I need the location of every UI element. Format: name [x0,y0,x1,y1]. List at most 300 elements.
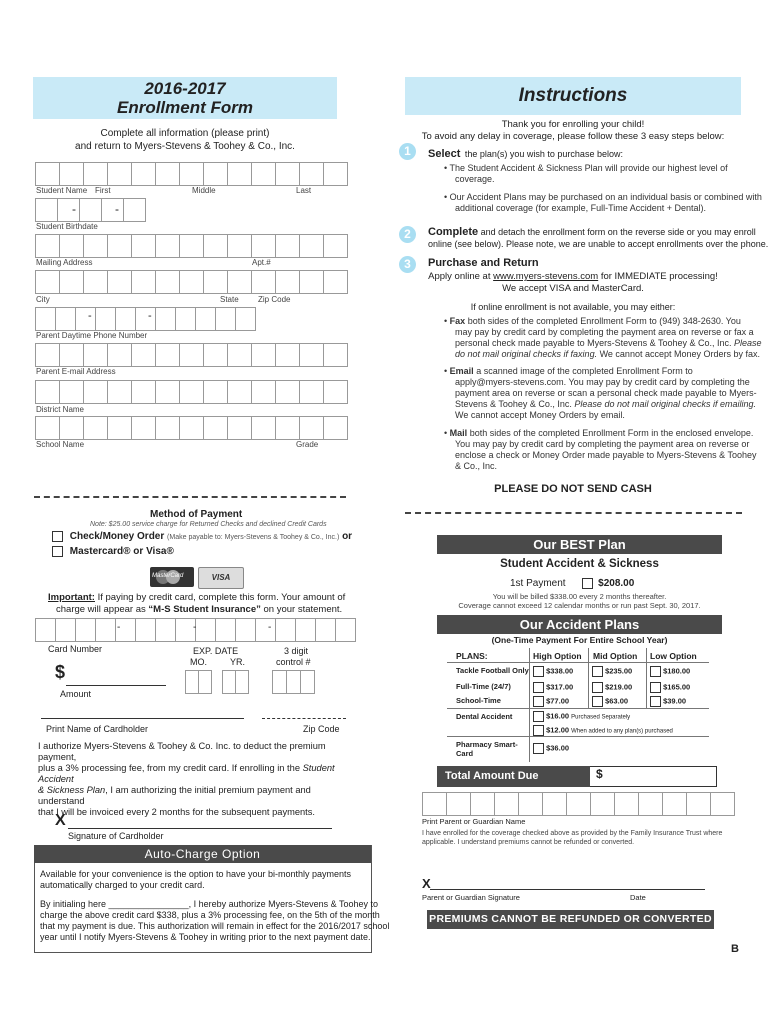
input-box[interactable] [299,416,324,440]
input-box[interactable] [75,307,96,331]
input-box[interactable] [35,343,60,367]
input-box[interactable] [155,416,180,440]
input-box[interactable] [275,343,300,367]
school-label: School Name [36,440,85,449]
visa-logo [198,567,244,589]
input-box[interactable] [155,343,180,367]
input-box[interactable] [662,792,687,816]
input-box[interactable] [275,380,300,404]
input-box[interactable] [227,270,252,294]
dental-option-2[interactable] [533,725,673,736]
exp-year-boxes[interactable] [222,670,248,694]
input-box[interactable] [255,618,276,642]
input-box[interactable] [323,234,348,258]
input-box[interactable] [299,234,324,258]
plan-option-low[interactable] [650,666,690,677]
total-dollar: $ [596,767,603,781]
plan-checkbox[interactable] [650,696,661,707]
input-box[interactable] [107,343,132,367]
input-box[interactable] [35,307,56,331]
email-4: Stevens & Toohey & Co., Inc. [455,399,572,409]
parent-signature-label: Parent or Guardian Signature [422,893,520,902]
control-label: control # [276,657,311,667]
input-box[interactable] [275,270,300,294]
input-box[interactable] [275,234,300,258]
input-box[interactable] [35,270,60,294]
enrolled-text [422,829,722,847]
plan-checkbox[interactable] [650,666,661,677]
input-box[interactable] [115,307,136,331]
card-label: Mastercard® or Visa® [69,546,174,558]
authorize-3-italic: & Sickness Plan [38,785,106,795]
input-box[interactable] [131,270,156,294]
input-box[interactable] [235,307,256,331]
instructions-title-box [405,77,741,115]
zip-line[interactable] [262,718,346,719]
last-label: Last [296,186,312,195]
intro-line-2: and return to Myers-Stevens & Toohey & Co., Inc. [75,141,295,152]
first-label: First [95,186,111,195]
plan-row-label: Tackle Football Only [456,666,529,675]
plan-option-mid[interactable] [592,696,628,707]
district-boxes[interactable] [35,380,347,404]
mail-bold: Mail [449,428,468,438]
input-box[interactable] [235,670,249,694]
input-box[interactable] [107,162,132,186]
input-box[interactable] [470,792,495,816]
mail-4: & Co., Inc. [455,461,498,471]
input-box[interactable] [275,416,300,440]
input-box[interactable] [179,343,204,367]
yr-label: YR. [230,657,246,667]
important-label: Important: [48,592,95,603]
input-box[interactable] [59,270,84,294]
autocharge-heading [34,845,371,863]
signature-line[interactable] [68,828,332,829]
input-box[interactable] [203,416,228,440]
input-box[interactable] [59,162,84,186]
plan-checkbox[interactable] [533,666,544,677]
phone-label: Parent Daytime Phone Number [36,331,148,340]
input-box[interactable] [422,792,447,816]
signature-label: Signature of Cardholder [68,831,164,841]
low-option-header: Low Option [650,651,697,661]
premiums-text: PREMIUMS CANNOT BE REFUNDED OR CONVERTED [429,913,712,925]
mail-1: both sides of the completed Enrollment Form in the enclosed envelope. [469,428,754,438]
billed-text: You will be billed $338.00 every 2 months thereafter. [492,592,667,601]
input-box[interactable] [300,670,315,694]
signature-x: X [55,812,66,829]
step-3-bold: Purchase and Return [428,257,539,269]
input-box[interactable] [107,270,132,294]
check-checkbox[interactable] [52,531,63,542]
input-box[interactable] [35,234,60,258]
plan-option-high[interactable] [533,666,573,677]
dental-1-note: Purchased Separately [571,714,631,721]
input-box[interactable] [35,380,60,404]
fax-1: both sides of the completed Enrollment Form to (949) 348-2630. You [467,316,741,326]
dental-1-checkbox[interactable] [533,711,544,722]
input-box[interactable] [83,343,108,367]
plan-option-high[interactable] [533,682,573,693]
input-box[interactable] [155,234,180,258]
input-box[interactable] [227,380,252,404]
input-box[interactable] [55,618,76,642]
middle-label: Middle [192,186,216,195]
check-label: Check/Money Order [69,531,165,543]
phone-dash-1: - [88,310,92,322]
input-box[interactable] [542,792,567,816]
input-box[interactable] [272,670,287,694]
check-note: (Make payable to: Myers-Stevens & Toohey & Co., Inc.) [167,534,340,542]
parent-signature-x: X [422,876,431,891]
plan-option-low[interactable] [650,682,690,693]
input-box[interactable] [131,343,156,367]
accident-plans-bar [437,615,722,634]
mail-3: enclose a check or Money Order made payable to Myers-Stevens & Toohey [455,450,757,460]
input-box[interactable] [131,416,156,440]
sas-checkbox[interactable] [582,578,593,589]
plans-header: PLANS: [456,651,488,661]
input-box[interactable] [203,380,228,404]
dollar-sign: $ [55,662,66,682]
phone-dash-2: - [148,310,152,322]
autocharge-heading-text: Auto-Charge Option [144,847,261,861]
if-online-text: If online enrollment is not available, you may either: [470,302,676,312]
title-form: Enrollment Form [116,98,253,117]
input-box[interactable] [83,234,108,258]
autocharge-p2-4: year until I notify Myers-Stevens & Toohey in writing prior to the next payment date. [40,932,371,942]
first-payment[interactable] [510,578,634,589]
input-box[interactable] [131,380,156,404]
input-box[interactable] [59,343,84,367]
input-box[interactable] [203,162,228,186]
input-box[interactable] [299,380,324,404]
plan-price: $235.00 [605,666,633,676]
email-boxes[interactable] [35,343,347,367]
input-box[interactable] [323,343,348,367]
plan-price: $63.00 [605,696,629,706]
intro-line-1: Complete all information (please print) [100,128,270,139]
input-box[interactable] [299,270,324,294]
input-box[interactable] [614,792,639,816]
input-box[interactable] [251,343,276,367]
grade-label: Grade [296,440,319,449]
plan-checkbox[interactable] [592,666,603,677]
input-box[interactable] [518,792,543,816]
step-2-number: 2 [399,226,416,243]
input-box[interactable] [227,234,252,258]
input-box[interactable] [179,380,204,404]
email-label: Parent E-mail Address [36,367,116,376]
input-box[interactable] [299,343,324,367]
mailing-boxes[interactable] [35,234,347,258]
input-box[interactable] [251,416,276,440]
bullet-1-line-2: coverage. [455,174,495,184]
input-box[interactable] [59,234,84,258]
input-box[interactable] [101,198,124,222]
plan-checkbox[interactable] [533,682,544,693]
input-box[interactable] [323,380,348,404]
control-boxes[interactable] [272,670,314,694]
email-bold: Email [449,366,474,376]
apply-url-link[interactable]: www.myers-stevens.com [493,271,599,282]
bullet-2-line-1: Our Accident Plans may be purchased on an individual basis or combined with [449,192,762,202]
step-3-number: 3 [399,256,416,273]
input-box[interactable] [107,416,132,440]
mastercard-logo [150,567,194,587]
input-box[interactable] [251,270,276,294]
card-option[interactable] [52,546,174,557]
card-dash-1: - [117,622,121,633]
first-payment-amount: $208.00 [598,578,635,590]
plan-checkbox[interactable] [650,682,661,693]
high-option-header: High Option [533,651,582,661]
input-box[interactable] [335,618,356,642]
input-box[interactable] [251,380,276,404]
input-box[interactable] [222,670,236,694]
input-box[interactable] [323,162,348,186]
input-box[interactable] [295,618,316,642]
plan-row-label: Full-Time (24/7) [456,682,511,691]
print-parent-label: Print Parent or Guardian Name [422,817,526,826]
dental-label: Dental Accident [456,712,513,721]
input-box[interactable] [179,234,204,258]
birthdate-boxes[interactable] [35,198,145,222]
city-label: City [36,295,50,304]
autocharge-p1 [40,869,351,891]
input-box[interactable] [107,380,132,404]
autocharge-p2 [40,899,389,943]
input-box[interactable] [59,380,84,404]
accident-plans-title: Our Accident Plans [519,617,640,632]
fax-bullet: • Fax both sides of the completed Enrollment Form to (949) 348-2630. You may pay by credit card by completing the payment area on reverse or fax a personal check made payable to Myers-Stevens & Toohey & Co., Inc. Please do not mail original checks if faxing. We cannot accept Money Orders by fax. [444,316,762,359]
input-box[interactable] [35,416,60,440]
step-1-bullet-1: • The Student Accident & Sickness Plan will provide our highest level of coverage. [444,163,728,184]
zip-label: Zip Code [258,295,291,304]
autocharge-p2-1: By initialing here ________________, I hereby authorize Myers-Stevens & Toohey to [40,899,379,909]
exp-month-boxes[interactable] [185,670,211,694]
plan-price: $77.00 [546,696,570,706]
authorize-italic: Student Accident [38,763,335,784]
input-box[interactable] [227,416,252,440]
email-4-italic: Please do not mail original checks if emailing. [574,399,757,409]
input-box[interactable] [251,162,276,186]
plan-checkbox[interactable] [592,696,603,707]
input-box[interactable] [123,198,146,222]
cut-line-right [405,512,742,514]
title-year: 2016-2017 [144,79,226,98]
amount-label: Amount [60,689,92,699]
input-box[interactable] [83,380,108,404]
plan-price: $180.00 [663,666,691,676]
card-checkbox[interactable] [52,546,63,557]
mid-option-header: Mid Option [593,651,638,661]
pharmacy-price: $36.00 [546,743,570,753]
input-box[interactable] [155,307,176,331]
input-box[interactable] [198,670,212,694]
payment-note: Note: $25.00 service charge for Returned Checks and declined Credit Cards [90,521,327,528]
phone-boxes[interactable] [35,307,255,331]
input-box[interactable] [446,792,471,816]
input-box[interactable] [494,792,519,816]
input-box[interactable] [286,670,301,694]
plan-checkbox[interactable] [533,696,544,707]
pharmacy-line-2: Card [456,749,474,758]
birthdate-dash-2: - [115,202,119,216]
input-box[interactable] [83,162,108,186]
autocharge-p2-2: charge the above credit card $338, plus a 3% processing fee, on the 5th of the month [40,910,380,920]
input-box[interactable] [107,234,132,258]
check-option[interactable] [52,531,352,542]
mastercard-text: MasterCard [152,573,184,579]
step-2-text: and detach the enrollment form on the reverse side or you may enroll [480,227,756,237]
pharmacy-option[interactable] [533,743,569,754]
authorize-3: , I am authorizing the initial premium payment and understand [38,785,311,806]
apt-label: Apt.# [252,258,271,267]
input-box[interactable] [131,162,156,186]
student-name-boxes[interactable] [35,162,347,186]
apply-1: Apply online at [428,271,491,282]
input-box[interactable] [251,234,276,258]
district-label: District Name [36,405,85,414]
step-1-bold: Select [428,148,461,160]
parent-signature-line[interactable] [430,889,705,890]
input-box[interactable] [710,792,735,816]
plan-price: $219.00 [605,682,633,692]
input-box[interactable] [57,198,80,222]
best-plan-title: Our BEST Plan [533,537,626,552]
input-box[interactable] [155,270,180,294]
input-box[interactable] [323,270,348,294]
input-box[interactable] [95,618,116,642]
school-boxes[interactable] [35,416,347,440]
input-box[interactable] [59,416,84,440]
input-box[interactable] [203,234,228,258]
input-box[interactable] [75,618,96,642]
input-box[interactable] [227,162,252,186]
important-text: If paying by credit card, complete this form. Your amount of [97,592,346,603]
input-box[interactable] [235,618,256,642]
mail-bullet: • Mail both sides of the completed Enrollment Form in the enclosed envelope. You may pay by credit card by completing the payment area on reverse or enclose a check or Money Order made payable to Myers-Stevens & Toohey & Co., Inc. [444,428,757,471]
card-dash-2: - [193,622,197,633]
important-end: on your statement. [263,604,343,615]
input-box[interactable] [79,198,102,222]
pharmacy-checkbox[interactable] [533,743,544,754]
fax-3: personal check made payable to Myers-Stevens & Toohey & Co., Inc. [455,338,732,348]
amount-line[interactable] [66,685,166,686]
input-box[interactable] [227,343,252,367]
input-box[interactable] [275,162,300,186]
important-text-2: charge will appear as [56,604,146,615]
input-box[interactable] [203,343,228,367]
input-box[interactable] [590,792,615,816]
input-box[interactable] [83,416,108,440]
input-box[interactable] [83,270,108,294]
date-label: Date [630,893,646,902]
input-box[interactable] [299,162,324,186]
input-box[interactable] [135,618,156,642]
input-box[interactable] [638,792,663,816]
input-box[interactable] [35,162,60,186]
input-box[interactable] [155,618,176,642]
enrolled-2: applicable. I understand premiums cannot be refunded or converted. [422,839,635,846]
parent-name-boxes[interactable] [422,792,734,816]
input-box[interactable] [155,162,180,186]
page-letter: B [731,943,739,955]
fax-4-italic: do not mail original checks if faxing. [455,349,598,359]
bullet-2-line-2: additional coverage (for example, Full-Time Accident + Dental). [455,203,707,213]
input-box[interactable] [195,307,216,331]
input-box[interactable] [323,416,348,440]
dental-option-1[interactable] [533,711,630,722]
email-5: We cannot accept Money Orders by email. [455,410,625,420]
visa-text: VISA [211,573,231,582]
email-2: apply@myers-stevens.com. You may pay by credit card by completing the [455,377,750,387]
input-box[interactable] [315,618,336,642]
input-box[interactable] [135,307,156,331]
input-box[interactable] [179,416,204,440]
input-box[interactable] [203,270,228,294]
input-box[interactable] [175,307,196,331]
birthdate-dash-1: - [72,202,76,216]
input-box[interactable] [179,162,204,186]
step-2-bold: Complete [428,226,479,238]
plan-price: $338.00 [546,666,574,676]
zip-code-label: Zip Code [303,724,340,734]
authorize-1: I authorize Myers-Stevens & Toohey & Co. Inc. to deduct the premium payment, [38,741,326,762]
input-box[interactable] [686,792,711,816]
email-3: payment area on reverse or scan a personal check made payable to Myers- [455,388,757,398]
premiums-bar [427,910,714,929]
plan-option-high[interactable] [533,696,569,707]
input-box[interactable] [95,307,116,331]
state-label: State [220,295,239,304]
dental-2-checkbox[interactable] [533,725,544,736]
plan-option-low[interactable] [650,696,686,707]
student-name-label: Student Name [36,186,88,195]
step-1-number: 1 [399,143,416,160]
input-box[interactable] [215,618,236,642]
plan-option-mid[interactable] [592,682,632,693]
plan-price: $165.00 [663,682,691,692]
input-box[interactable] [131,234,156,258]
apply-2: for IMMEDIATE processing! [600,271,718,282]
exp-date-label: EXP. DATE [193,646,239,656]
or-label: or [342,531,353,543]
input-box[interactable] [35,618,56,642]
authorize-2: plus a 3% processing fee, from my credit card. If enrolling in the [38,763,300,773]
step-1-bullet-2: • Our Accident Plans may be purchased on an individual basis or combined with additional coverage (for example, Full-Time Accident + Dental). [444,192,762,213]
email-1: a scanned image of the completed Enrollment Form to [476,366,693,376]
plan-option-mid[interactable] [592,666,632,677]
input-box[interactable] [195,618,216,642]
input-box[interactable] [566,792,591,816]
city-boxes[interactable] [35,270,347,294]
input-box[interactable] [35,198,58,222]
cardholder-name-line[interactable] [41,718,244,719]
input-box[interactable] [275,618,296,642]
input-box[interactable] [215,307,236,331]
input-box[interactable] [155,380,180,404]
input-box[interactable] [179,270,204,294]
plan-checkbox[interactable] [592,682,603,693]
autocharge-p1-1: Available for your convenience is the option to have your bi-monthly payments [40,869,352,879]
input-box[interactable] [185,670,199,694]
input-box[interactable] [55,307,76,331]
step-1 [428,144,623,162]
no-cash: PLEASE DO NOT SEND CASH [494,483,652,495]
